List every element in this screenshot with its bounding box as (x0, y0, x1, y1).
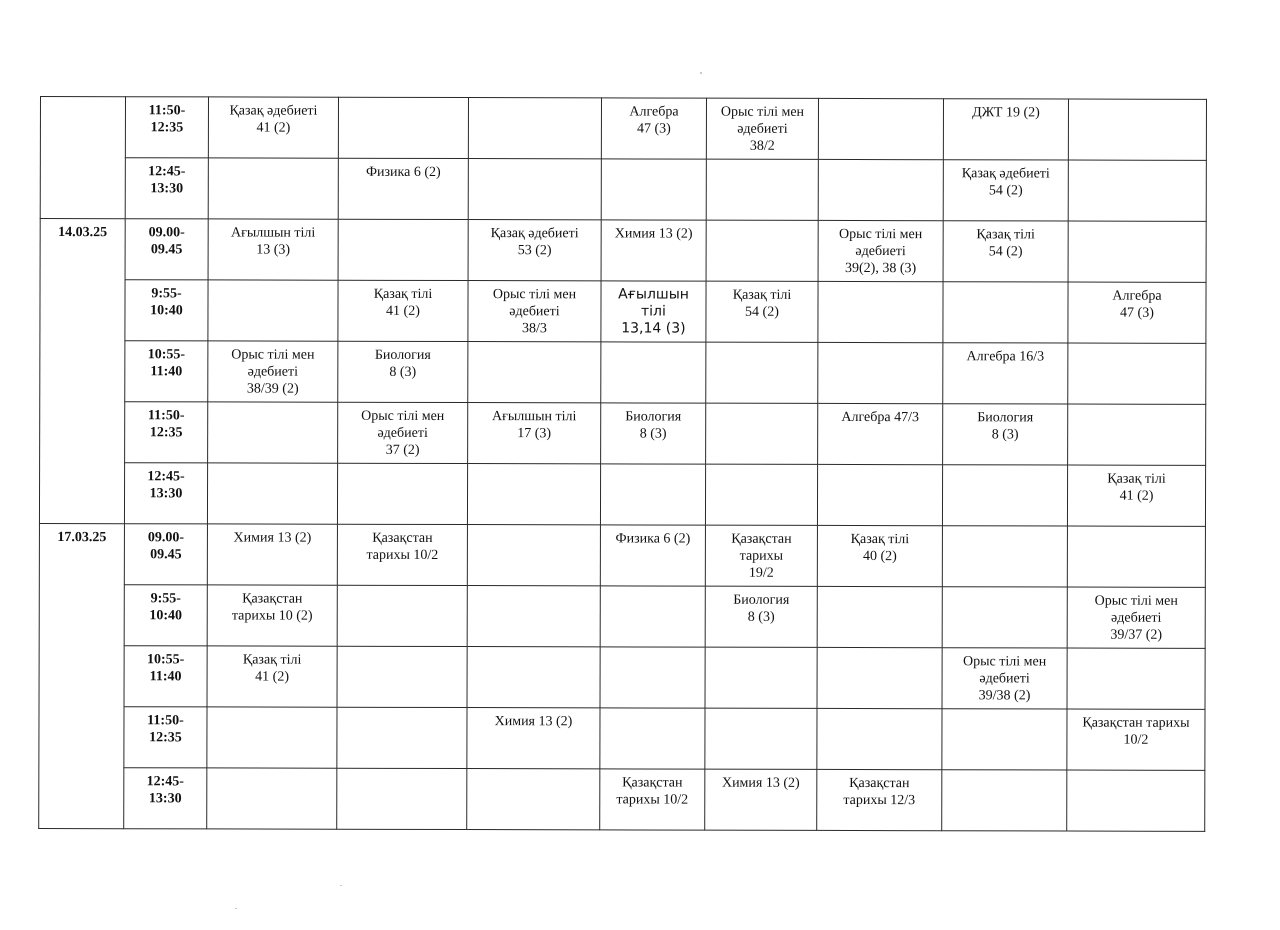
lesson-cell: Қазақстан тарихы 19/2 (705, 525, 817, 586)
time-cell: 9:55- 10:40 (124, 585, 207, 646)
schedule-body (39, 97, 1207, 832)
lesson-cell (817, 464, 942, 525)
schedule-row (39, 463, 1205, 527)
lesson-cell: Орыс тілі мен әдебиеті 37 (2) (338, 402, 468, 463)
lesson-cell (1068, 99, 1206, 160)
lesson-cell (467, 586, 600, 647)
lesson-cell (337, 707, 467, 768)
lesson-cell: Қазақстан тарихы 12/3 (817, 769, 942, 830)
lesson-cell (468, 159, 601, 220)
lesson-cell: Қазақ тілі 41 (2) (207, 646, 337, 707)
lesson-cell (601, 159, 706, 220)
scan-speck (235, 908, 237, 909)
lesson-cell: Орыс тілі мен әдебиеті 38/2 (706, 98, 818, 159)
lesson-cell: Химия 13 (2) (601, 220, 706, 281)
lesson-cell: Орыс тілі мен әдебиеті 39(2), 38 (3) (818, 220, 943, 281)
lesson-cell (705, 708, 817, 769)
lesson-cell (337, 585, 467, 646)
lesson-cell: Алгебра 16/3 (943, 343, 1068, 404)
lesson-cell (207, 463, 337, 524)
time-cell: 12:45- 13:30 (124, 463, 207, 524)
schedule-row (39, 767, 1205, 831)
lesson-cell: Биология 8 (3) (705, 586, 817, 647)
lesson-cell (706, 342, 818, 403)
lesson-cell: Биология 8 (3) (943, 404, 1068, 465)
date-cell (40, 97, 125, 219)
lesson-cell: Алгебра 47 (3) (601, 98, 706, 159)
lesson-cell (601, 342, 706, 403)
lesson-cell (942, 709, 1067, 770)
lesson-cell (208, 158, 338, 219)
lesson-cell (337, 463, 467, 524)
lesson-cell (706, 220, 818, 281)
lesson-cell (1068, 221, 1206, 282)
lesson-cell (818, 98, 943, 159)
schedule-row (40, 219, 1206, 283)
lesson-cell: Ағылшын тілі 13,14 (3) (601, 281, 706, 342)
schedule-table (38, 96, 1207, 832)
lesson-cell (818, 281, 943, 342)
lesson-cell (600, 586, 705, 647)
lesson-cell: Қазақ тілі 54 (2) (706, 281, 818, 342)
lesson-cell: Орыс тілі мен әдебиеті 38/39 (2) (208, 341, 338, 402)
lesson-cell: Биология 8 (3) (338, 341, 468, 402)
lesson-cell: Орыс тілі мен әдебиеті 39/37 (2) (1067, 587, 1205, 648)
lesson-cell: Ағылшын тілі 13 (3) (208, 219, 338, 280)
scan-speck (700, 72, 702, 74)
lesson-cell: Қазақ тілі 54 (2) (943, 221, 1068, 282)
lesson-cell: Химия 13 (2) (467, 708, 600, 769)
time-cell: 11:50- 12:35 (125, 97, 208, 158)
lesson-cell (1067, 648, 1205, 709)
lesson-cell (600, 647, 705, 708)
lesson-cell: Алгебра 47 (3) (1068, 282, 1206, 343)
time-cell: 10:55- 11:40 (124, 646, 207, 707)
lesson-cell: Орыс тілі мен әдебиеті 38/3 (468, 281, 601, 342)
lesson-cell (467, 464, 600, 525)
lesson-cell: Физика 6 (2) (600, 525, 705, 586)
lesson-cell (207, 707, 337, 768)
lesson-cell (817, 647, 942, 708)
time-cell: 11:50- 12:35 (125, 402, 208, 463)
schedule-row (40, 97, 1206, 161)
schedule-sheet (38, 96, 1207, 832)
lesson-cell: Қазақстан тарихы 10/2 (1067, 709, 1205, 770)
schedule-row (39, 706, 1205, 770)
schedule-row (39, 523, 1205, 587)
lesson-cell: Қазақстан тарихы 10 (2) (207, 585, 337, 646)
lesson-cell (705, 647, 817, 708)
lesson-cell (600, 708, 705, 769)
lesson-cell (1067, 526, 1205, 587)
lesson-cell: ДЖТ 19 (2) (943, 99, 1068, 160)
scan-speck (340, 885, 342, 886)
lesson-cell (1068, 160, 1206, 221)
schedule-row (40, 341, 1206, 405)
lesson-cell (208, 402, 338, 463)
lesson-cell (942, 770, 1067, 831)
lesson-cell: Қазақ әдебиеті 41 (2) (208, 97, 338, 158)
lesson-cell (207, 768, 337, 829)
lesson-cell: Қазақ әдебиеті 54 (2) (943, 160, 1068, 221)
lesson-cell (942, 526, 1067, 587)
lesson-cell (600, 464, 705, 525)
schedule-row (40, 158, 1206, 222)
lesson-cell (706, 159, 818, 220)
time-cell: 12:45- 13:30 (125, 158, 208, 219)
lesson-cell: Биология 8 (3) (601, 403, 706, 464)
lesson-cell (817, 586, 942, 647)
lesson-cell (338, 97, 468, 158)
time-cell: 12:45- 13:30 (124, 768, 207, 829)
date-cell: 14.03.25 (39, 219, 125, 524)
lesson-cell (338, 219, 468, 280)
schedule-row (39, 584, 1205, 648)
lesson-cell: Орыс тілі мен әдебиеті 39/38 (2) (942, 648, 1067, 709)
schedule-row (40, 402, 1206, 466)
lesson-cell (467, 647, 600, 708)
lesson-cell: Қазақ тілі 40 (2) (817, 525, 942, 586)
lesson-cell: Химия 13 (2) (705, 769, 817, 830)
lesson-cell (467, 525, 600, 586)
time-cell: 10:55- 11:40 (125, 341, 208, 402)
lesson-cell (706, 403, 818, 464)
lesson-cell: Қазақстан тарихы 10/2 (600, 769, 705, 830)
lesson-cell (1068, 404, 1206, 465)
time-cell: 09.00- 09.45 (124, 524, 207, 585)
time-cell: 9:55- 10:40 (125, 280, 208, 341)
date-cell: 17.03.25 (39, 523, 125, 828)
lesson-cell (942, 587, 1067, 648)
lesson-cell (337, 646, 467, 707)
lesson-cell: Қазақстан тарихы 10/2 (337, 524, 467, 585)
lesson-cell: Қазақ әдебиеті 53 (2) (468, 220, 601, 281)
lesson-cell (468, 342, 601, 403)
lesson-cell (1068, 343, 1206, 404)
lesson-cell (943, 282, 1068, 343)
lesson-cell: Қазақ тілі 41 (2) (338, 280, 468, 341)
lesson-cell (705, 464, 817, 525)
lesson-cell (208, 280, 338, 341)
lesson-cell (818, 159, 943, 220)
lesson-cell: Физика 6 (2) (338, 158, 468, 219)
lesson-cell (942, 465, 1067, 526)
lesson-cell: Алгебра 47/3 (818, 403, 943, 464)
lesson-cell (468, 98, 601, 159)
lesson-cell (467, 769, 600, 830)
lesson-cell (1067, 770, 1205, 831)
time-cell: 11:50- 12:35 (124, 707, 207, 768)
schedule-row (39, 645, 1205, 709)
lesson-cell (818, 342, 943, 403)
lesson-cell (337, 768, 467, 829)
lesson-cell: Қазақ тілі 41 (2) (1067, 465, 1205, 526)
lesson-cell (817, 708, 942, 769)
lesson-cell: Ағылшын тілі 17 (3) (468, 403, 601, 464)
lesson-cell: Химия 13 (2) (207, 524, 337, 585)
schedule-row (40, 280, 1206, 344)
time-cell: 09.00- 09.45 (125, 219, 208, 280)
